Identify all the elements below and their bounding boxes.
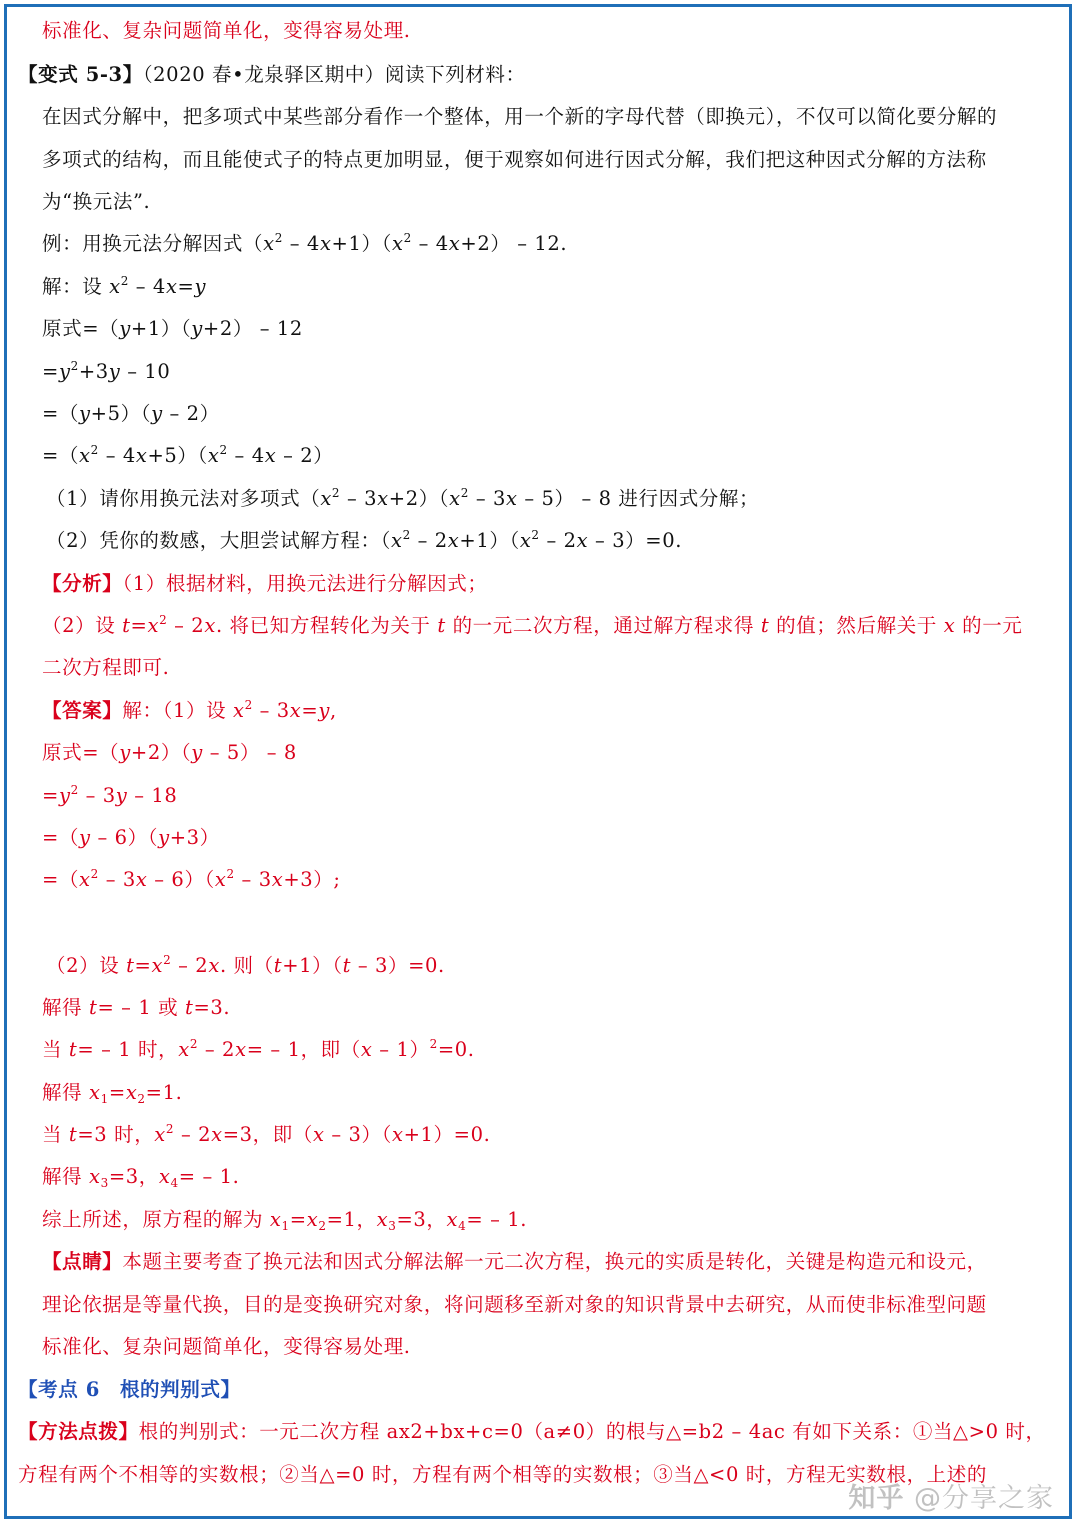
kaodian-heading: 【考点 6 根的判别式】 xyxy=(18,1378,241,1401)
answer-line-4: =（y – 6）（y+3） xyxy=(42,826,220,849)
method-line-2: 方程有两个不相等的实数根；②当△=0 时，方程有两个相等的实数根；③当△<0 时，方程无实数根，上述的 xyxy=(18,1463,987,1486)
zhihu-logo: 知乎 xyxy=(848,1483,905,1514)
step-5: $=(x^2 - 4x+5)(x^2 - 4x - 2)$ xyxy=(42,443,334,467)
watermark xyxy=(848,1476,1054,1515)
intro-line-1: 在因式分解中，把多项式中某些部分看作一个整体，用一个新的字母代替（即换元），不仅可以简化要分解的 xyxy=(42,105,998,128)
comment-label: 【点睛】 xyxy=(42,1250,123,1273)
answer-label: 【答案】 xyxy=(42,699,123,722)
analysis-line-2: （2）设 $t=x^2 - 2x$. 将已知方程转化为关于 t 的一元二次方程，通过解方程求得 t 的值；然后解关于 x 的一元 xyxy=(42,613,1023,637)
answer2-line-5: 当 t=3 时，$x^2 - 2x=3$，即（x – 3）（x+1）=0. xyxy=(42,1122,491,1146)
step-2: 原式=（y+1）（y+2） – 12 xyxy=(42,317,303,340)
analysis-label: 【分析】 xyxy=(42,572,123,595)
answer2-line-3: 当 t= – 1 时，$x^2 - 2x= - 1$，即（x – 1）$^2$=0. xyxy=(42,1037,475,1061)
variant-source: （2020 春•龙泉驿区期中）阅读下列材料： xyxy=(142,63,526,86)
watermark-handle: @分享之家 xyxy=(914,1483,1054,1514)
analysis-line-1: 【分析】（1）根据材料，用换元法进行分解因式； xyxy=(42,572,488,595)
intro-line-3: 为“换元法”. xyxy=(42,190,151,213)
variant-tag: 【变式 5-3】 xyxy=(18,63,143,86)
step-4: =（y+5）（y – 2） xyxy=(42,402,220,425)
analysis-line-3: 二次方程即可. xyxy=(42,656,170,679)
answer-line-5: $=(x^2 - 3x - 6)(x^2 - 3x+3)$; xyxy=(42,867,341,891)
answer2-line-4: 解得 $x_1=x_2=1$. xyxy=(42,1081,183,1106)
answer-line-3: $=y^2 - 3y - 18$ xyxy=(42,783,178,807)
question-2: （2）凭你的数感，大胆尝试解方程：$(x^2 - 2x+1)(x^2 - 2x - 3)=0$. xyxy=(46,528,683,552)
step-1: 解：设 $x^2 - 4x=y$ xyxy=(42,274,207,298)
comment-line-3: 标准化、复杂问题简单化，变得容易处理. xyxy=(42,1335,411,1358)
answer2-line-1: （2）设 $t=x^2 - 2x$. 则（t+1）（t – 3）=0. xyxy=(46,953,445,977)
step-3: $=y^2+3y - 10$ xyxy=(42,359,171,383)
continuation-line: 标准化、复杂问题简单化，变得容易处理. xyxy=(42,19,411,42)
answer-line-2: 原式=（y+2）（y – 5） – 8 xyxy=(42,741,297,764)
answer2-line-2: 解得 t= – 1 或 t=3. xyxy=(42,996,231,1019)
answer2-line-6: 解得 $x_3=3$，$x_4= - 1$. xyxy=(42,1165,240,1190)
example-line: 例：用换元法分解因式$(x^2 - 4x+1)(x^2 - 4x+2) - 12$. xyxy=(42,231,568,255)
answer2-line-7: 综上所述，原方程的解为 $x_1=x_2=1$，$x_3=3$，$x_4= - 1$. xyxy=(42,1208,528,1233)
comment-line-1: 【点睛】本题主要考查了换元法和因式分解法解一元二次方程，换元的实质是转化，关键是构造元和设元， xyxy=(42,1250,987,1273)
variant-header xyxy=(18,62,526,88)
intro-line-2: 多项式的结构，而且能使式子的特点更加明显，便于观察如何进行因式分解，我们把这种因式分解的方法称 xyxy=(42,148,987,171)
question-1: （1）请你用换元法对多项式$(x^2 - 3x+2)(x^2 - 3x - 5) - 8$ 进行因式分解； xyxy=(46,486,760,510)
method-label: 【方法点拨】 xyxy=(18,1420,139,1443)
answer-line-1: 【答案】解：（1）设 $x^2 - 3x=y$, xyxy=(42,698,337,722)
method-line-1: 【方法点拨】根的判别式：一元二次方程 ax2+bx+c=0（a≠0）的根与△=b2 – 4ac 有如下关系：①当△>0 时， xyxy=(18,1420,1046,1443)
comment-line-2: 理论依据是等量代换，目的是变换研究对象，将问题移至新对象的知识背景中去研究，从而使非标准型问题 xyxy=(42,1293,987,1316)
